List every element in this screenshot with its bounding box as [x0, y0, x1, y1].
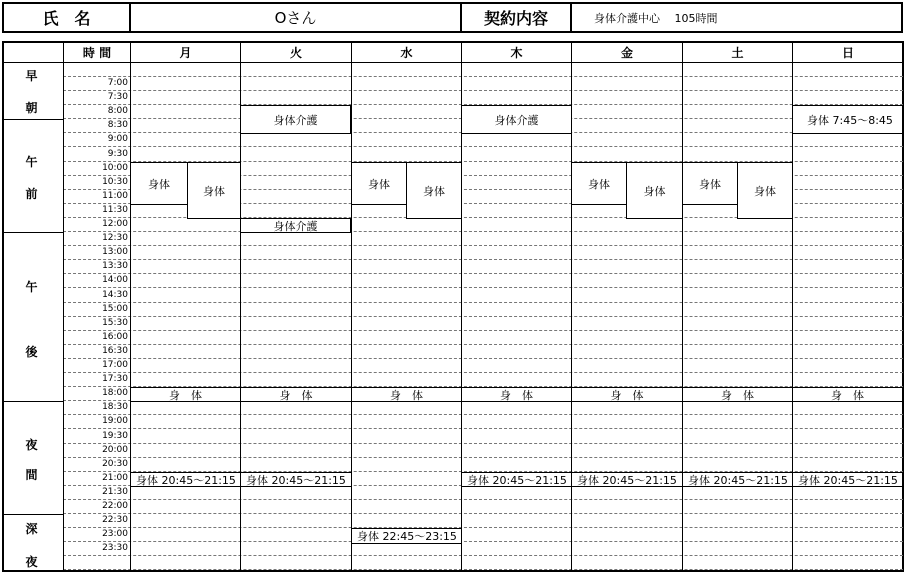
time-row-line [63, 555, 903, 556]
time-label: 18:00 [102, 388, 128, 398]
time-row-line [63, 513, 903, 514]
time-row-line [63, 443, 903, 444]
entry-thu-evening: 身 体 [461, 387, 572, 402]
time-row-line [63, 499, 903, 500]
entry-mon-evening: 身 体 [130, 387, 241, 402]
time-label: 11:30 [102, 205, 128, 215]
entry-mon-mid-a: 身体 [130, 162, 188, 205]
time-label: 15:00 [102, 304, 128, 314]
time-label: 9:00 [107, 134, 128, 144]
time-label: 14:30 [102, 290, 128, 300]
time-row-line [63, 457, 903, 458]
period-night-2: 間 [25, 468, 38, 482]
time-label: 8:00 [107, 106, 128, 116]
entry-tue-morning: 身体介護 [240, 105, 351, 134]
entry-wed-late: 身体 22:45～23:15 [351, 528, 462, 544]
entry-fri-night: 身体 20:45～21:15 [571, 472, 683, 487]
time-label: 17:00 [102, 360, 128, 370]
time-column-header: 時 間 [82, 45, 112, 60]
time-label: 7:00 [107, 78, 128, 88]
time-label: 22:30 [102, 515, 128, 525]
day-header-thu: 木 [510, 45, 523, 60]
time-label: 10:30 [102, 177, 128, 187]
period-pm-1: 午 [25, 280, 38, 294]
time-label: 13:00 [102, 247, 128, 257]
time-label: 7:30 [107, 92, 128, 102]
time-row-line [63, 414, 903, 415]
entry-tue-night: 身体 20:45～21:15 [240, 472, 352, 487]
day-header-sun: 日 [841, 45, 854, 60]
day-header-sat: 土 [731, 45, 744, 60]
name-label: 氏 名 [42, 9, 91, 28]
time-label: 19:30 [102, 431, 128, 441]
entry-wed-evening: 身 体 [351, 387, 462, 402]
time-row-line [63, 76, 903, 77]
period-divider [2, 401, 63, 402]
day-header-wed: 水 [400, 45, 413, 60]
entry-sat-mid-a: 身体 [682, 162, 738, 205]
time-label: 16:30 [102, 346, 128, 356]
time-row-line [63, 428, 903, 429]
time-label: 12:00 [102, 219, 128, 229]
entry-mon-night: 身体 20:45～21:15 [130, 472, 241, 487]
time-label: 12:30 [102, 233, 128, 243]
time-label: 20:30 [102, 459, 128, 469]
time-label: 8:30 [107, 120, 128, 130]
entry-sat-mid-b: 身体 [737, 162, 793, 219]
time-label: 13:30 [102, 261, 128, 271]
entry-thu-night: 身体 20:45～21:15 [461, 472, 572, 487]
period-early-1: 早 [25, 69, 38, 83]
time-row-line [63, 90, 903, 91]
period-am-1: 午 [25, 155, 38, 169]
time-row-line [63, 372, 903, 373]
day-header-fri: 金 [620, 45, 633, 60]
time-label: 19:00 [102, 416, 128, 426]
period-divider [2, 232, 63, 233]
contract-value: 身体介護中心 105時間 [594, 11, 718, 25]
column-line [130, 41, 131, 572]
time-row-line [63, 316, 903, 317]
time-row-line [63, 330, 903, 331]
time-row-line [63, 344, 903, 345]
column-line [682, 41, 683, 572]
time-row-line [63, 146, 903, 147]
entry-fri-mid-b: 身体 [626, 162, 683, 219]
time-label: 23:30 [102, 543, 128, 553]
entry-sat-night: 身体 20:45～21:15 [682, 472, 793, 487]
name-value-cell [129, 2, 462, 33]
name-value: Oさん [274, 9, 317, 27]
time-label: 10:00 [102, 163, 128, 173]
time-label: 17:30 [102, 374, 128, 384]
time-row-line [63, 259, 903, 260]
period-late-2: 夜 [25, 555, 38, 569]
schedule-grid [2, 41, 904, 572]
time-label: 11:00 [102, 191, 128, 201]
entry-fri-mid-a: 身体 [571, 162, 627, 205]
time-row-line [63, 287, 903, 288]
period-night-1: 夜 [25, 438, 38, 452]
time-row-line [63, 527, 903, 528]
time-row-line [63, 273, 903, 274]
entry-tue-noon: 身体介護 [240, 218, 351, 233]
entry-tue-evening: 身 体 [240, 387, 352, 402]
entry-sat-evening: 身 体 [682, 387, 793, 402]
time-row-line [63, 231, 903, 232]
contract-label: 契約内容 [483, 9, 548, 28]
time-label: 16:00 [102, 332, 128, 342]
entry-sun-evening: 身 体 [792, 387, 903, 402]
entry-thu-morning: 身体介護 [461, 105, 572, 134]
period-divider [2, 514, 63, 515]
entry-fri-evening: 身 体 [571, 387, 683, 402]
contract-value-cell [570, 2, 903, 33]
entry-sun-morning: 身体 7:45～8:45 [792, 105, 903, 134]
time-label: 20:00 [102, 445, 128, 455]
time-label: 22:00 [102, 501, 128, 511]
period-early-2: 朝 [25, 101, 38, 115]
entry-sun-night: 身体 20:45～21:15 [792, 472, 903, 487]
entry-mon-mid-b: 身体 [187, 162, 241, 219]
period-am-2: 前 [25, 187, 38, 201]
time-label: 18:30 [102, 402, 128, 412]
column-line [351, 41, 352, 572]
day-header-tue: 火 [289, 45, 302, 60]
time-row-line [63, 541, 903, 542]
time-label: 21:00 [102, 473, 128, 483]
period-pm-2: 後 [25, 345, 38, 359]
entry-wed-mid-a: 身体 [351, 162, 407, 205]
time-row-line [63, 302, 903, 303]
name-label-cell [2, 2, 131, 33]
time-label: 23:00 [102, 529, 128, 539]
day-header-divider [2, 62, 904, 63]
day-header-mon: 月 [179, 45, 192, 60]
time-row-line [63, 245, 903, 246]
time-label: 15:30 [102, 318, 128, 328]
time-label: 14:00 [102, 275, 128, 285]
time-row-line [63, 569, 903, 570]
time-row-line [63, 358, 903, 359]
period-late-1: 深 [25, 522, 38, 536]
entry-wed-mid-b: 身体 [406, 162, 462, 219]
contract-label-cell [460, 2, 572, 33]
time-label: 21:30 [102, 487, 128, 497]
period-divider [2, 119, 63, 120]
time-label: 9:30 [107, 149, 128, 159]
